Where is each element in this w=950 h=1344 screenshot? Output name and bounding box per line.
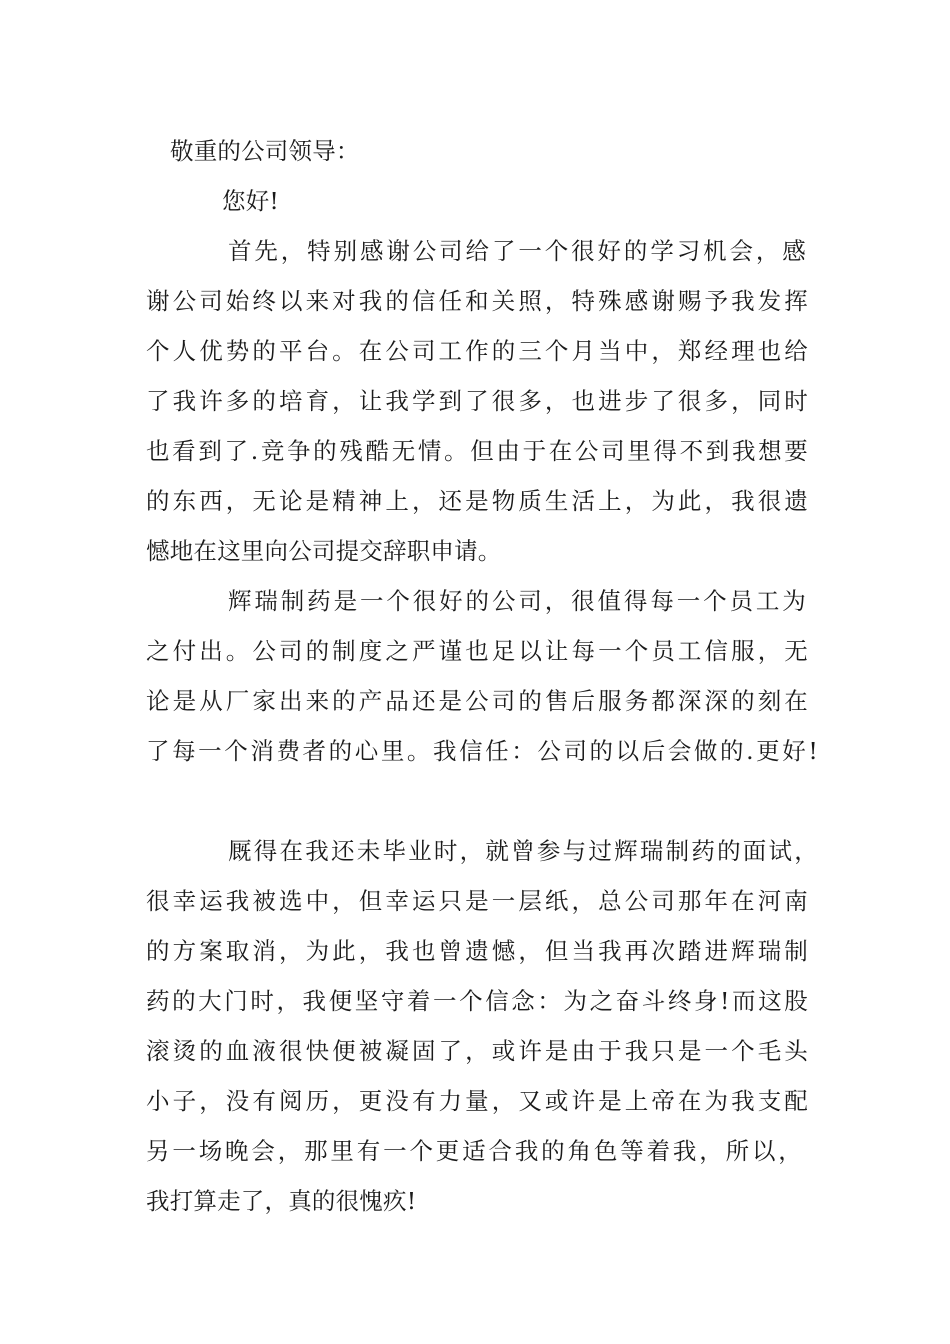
- paragraph-1-line-5: 也看到了.竞争的残酷无情。但由于在公司里得不到我想要: [146, 437, 808, 465]
- paragraph-2-line-3: 论是从厂家出来的产品还是公司的售后服务都深深的刻在: [146, 687, 808, 715]
- salutation: 敬重的公司领导：: [170, 137, 360, 165]
- paragraph-1-line-6: 的东西，无论是精神上，还是物质生活上，为此，我很遗: [146, 487, 808, 515]
- paragraph-3-line-7: 另一场晚会，那里有一个更适合我的角色等着我，所以，: [146, 1137, 802, 1165]
- paragraph-1-line-4: 了我许多的培育，让我学到了很多，也进步了很多，同时: [146, 387, 808, 415]
- paragraph-2-line-2: 之付出。公司的制度之严谨也足以让每一个员工信服，无: [146, 637, 808, 665]
- paragraph-3-line-1: 厩得在我还未毕业时，就曾参与过辉瑞制药的面试，: [228, 837, 818, 865]
- paragraph-3-line-8: 我打算走了，真的很愧疚!: [146, 1187, 417, 1215]
- paragraph-3-line-2: 很幸运我被选中，但幸运只是一层纸，总公司那年在河南: [146, 887, 808, 915]
- paragraph-1-line-1: 首先，特别感谢公司给了一个很好的学习机会，感: [228, 237, 806, 265]
- paragraph-1-line-3: 个人优势的平台。在公司工作的三个月当中，郑经理也给: [146, 337, 808, 365]
- paragraph-3-line-3: 的方案取消，为此，我也曾遗憾，但当我再次踏进辉瑞制: [146, 937, 808, 965]
- paragraph-1-line-2: 谢公司始终以来对我的信任和关照，特殊感谢赐予我发挥: [146, 287, 808, 315]
- paragraph-3-line-4: 药的大门时，我便坚守着一个信念：为之奋斗终身!而这股: [146, 987, 808, 1015]
- paragraph-2-line-4: 了每一个消费者的心里。我信任：公司的以后会做的.更好!: [146, 737, 818, 765]
- paragraph-3-line-6: 小子，没有阅历，更没有力量，又或许是上帝在为我支配: [146, 1087, 808, 1115]
- greeting: 您好!: [222, 187, 280, 215]
- paragraph-2-line-1: 辉瑞制药是一个很好的公司，很值得每一个员工为: [228, 587, 806, 615]
- paragraph-3-line-5: 滚烫的血液很快便被凝固了，或许是由于我只是一个毛头: [146, 1037, 808, 1065]
- paragraph-1-line-7: 憾地在这里向公司提交辞职申请。: [146, 537, 502, 565]
